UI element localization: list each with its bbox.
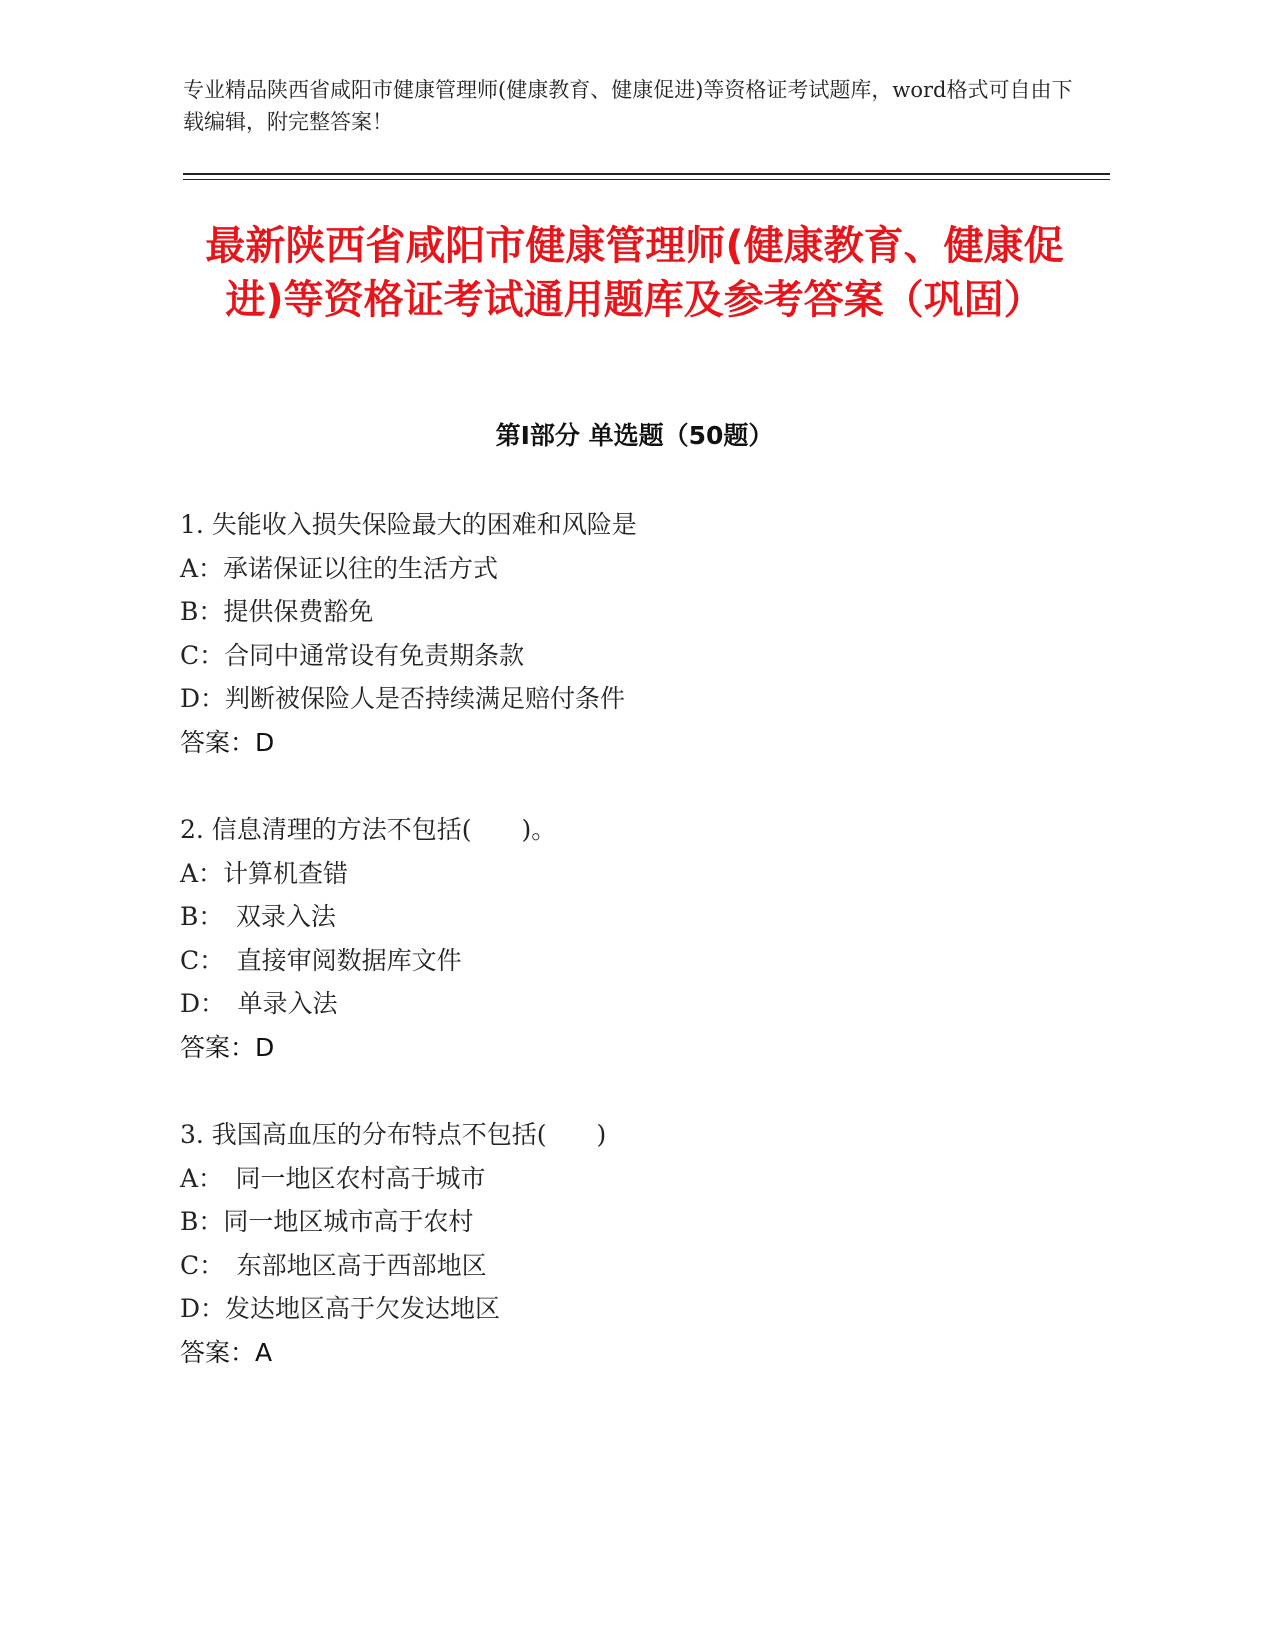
option-b: B： 双录入法 (180, 902, 336, 932)
question-2 (180, 808, 1080, 1070)
answer-line: 答案：A (180, 1337, 273, 1367)
option-b: B：同一地区城市高于农村 (180, 1207, 474, 1237)
question-3 (180, 1113, 1080, 1375)
answer-line: 答案：D (180, 727, 275, 757)
option-d: D：判断被保险人是否持续满足赔付条件 (180, 684, 626, 714)
option-b: B：提供保费豁免 (180, 597, 374, 627)
document-title: 最新陕西省咸阳市健康管理师(健康教育、健康促进)等资格证考试通用题库及参考答案（巩固） (205, 223, 1064, 323)
question-stem: 3. 我国高血压的分布特点不包括( ) (180, 1120, 607, 1149)
question-stem: 1. 失能收入损失保险最大的困难和风险是 (180, 510, 637, 539)
header-divider-thin (183, 179, 1110, 180)
option-a: A： 同一地区农村高于城市 (180, 1163, 486, 1193)
question-stem: 2. 信息清理的方法不包括( )。 (180, 815, 557, 844)
option-a: A：计算机查错 (180, 858, 349, 888)
question-1 (180, 503, 1080, 765)
option-c: C： 东部地区高于西部地区 (180, 1250, 487, 1280)
option-c: C： 直接审阅数据库文件 (180, 945, 462, 975)
header-note: 专业精品陕西省咸阳市健康管理师(健康教育、健康促进)等资格证考试题库，word格式可自由下载编辑，附完整答案！ (183, 78, 1073, 134)
option-a: A：承诺保证以往的生活方式 (180, 553, 499, 583)
option-c: C：合同中通常设有免责期条款 (180, 640, 525, 670)
header-divider-thick (183, 173, 1110, 175)
option-d: D：发达地区高于欠发达地区 (180, 1294, 501, 1324)
section-title: 第Ⅰ部分 单选题（50题） (495, 421, 774, 450)
option-d: D： 单录入法 (180, 989, 338, 1019)
answer-line: 答案：D (180, 1032, 275, 1062)
